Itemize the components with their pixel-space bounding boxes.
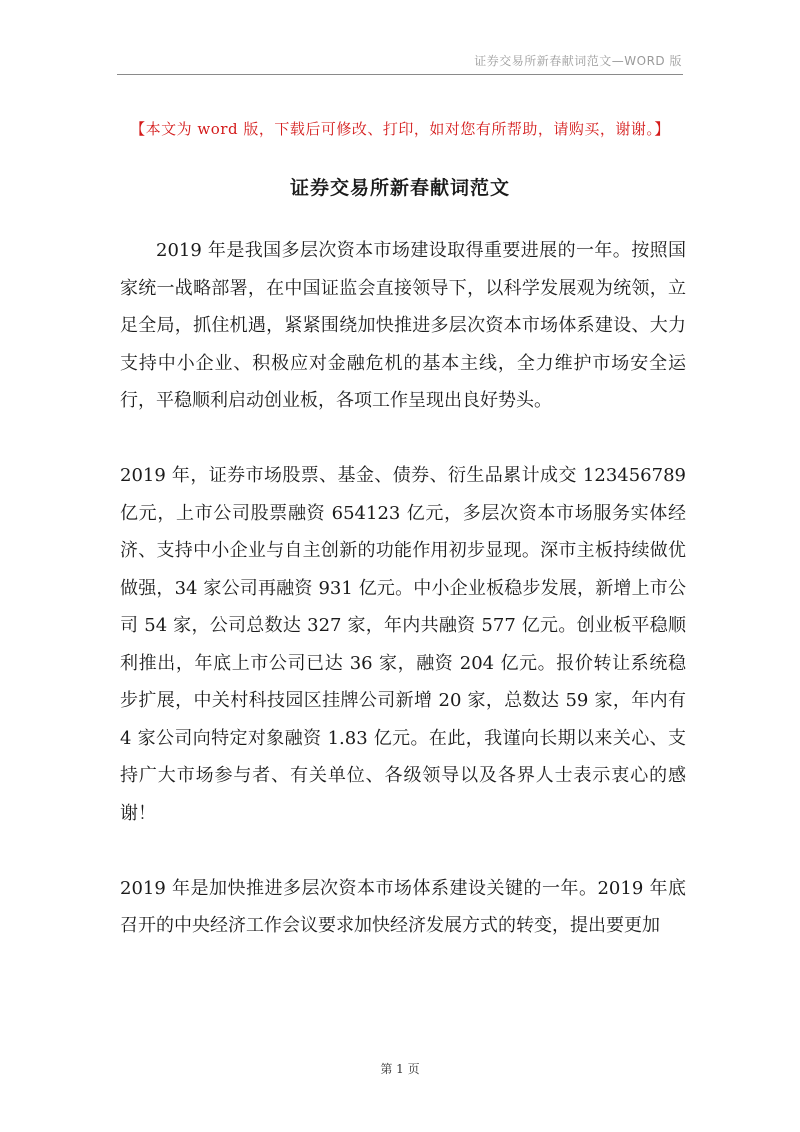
paragraph-spacer — [120, 832, 686, 870]
page-number: 第 1 页 — [380, 1062, 420, 1076]
paragraph-spacer — [120, 420, 686, 458]
paragraph-outlook: 2019 年是加快推进多层次资本市场体系建设关键的一年。2019 年底召开的中央经济工作会议要求加快经济发展方式的转变，提出要更加 — [120, 877, 686, 936]
paragraph-statistics: 2019 年，证券市场股票、基金、债券、衍生品累计成交 123456789 亿元，上市公司股票融资 654123 亿元，多层次资本市场服务实体经济、支持中小企业与自主创新的功能作用初步显现。深市主板持续做优做强，34 家公司再融资 931 亿元。中小企业板稳步发展，新增上市公司 54 家，公司总数达 327 家，年内共融资 577 亿元。创业板平稳顺利推出，年底上市公司已达 36 家，融资 204 亿元。报价转让系统稳步扩展，中关村科技园区挂牌公司新增 20 家，总数达 59 家，年内有 4 家公司向特定对象融资 1.83 亿元。在此，我谨向长期以来关心、支持广大市场参与者、有关单位、各级领导以及各界人士表示衷心的感谢！ — [120, 465, 686, 824]
document-title: 证券交易所新春献词范文 — [289, 177, 510, 199]
purchase-notice: 【本文为 word 版，下载后可修改、打印，如对您有所帮助，请购买，谢谢。】 — [130, 120, 670, 138]
header-divider — [117, 74, 683, 75]
document-body — [120, 232, 686, 945]
paragraph-intro: 2019 年是我国多层次资本市场建设取得重要进展的一年。按照国家统一战略部署，在中国证监会直接领导下，以科学发展观为统领，立足全局，抓住机遇，紧紧围绕加快推进多层次资本市场体系建设、大力支持中小企业、积极应对金融危机的基本主线，全力维护市场安全运行，平稳顺利启动创业板，各项工作呈现出良好势头。 — [120, 240, 686, 411]
running-header: 证券交易所新春献词范文—WORD 版 — [474, 54, 682, 68]
